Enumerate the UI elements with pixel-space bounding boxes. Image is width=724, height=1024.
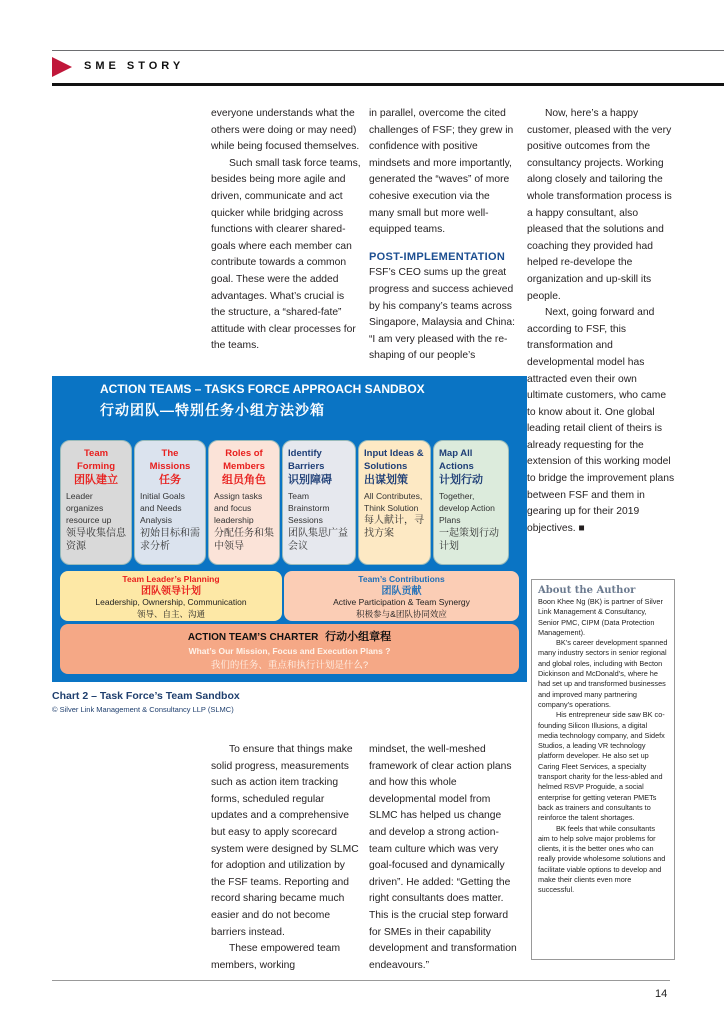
- contributions-title-cn: 团队贡献: [381, 585, 422, 597]
- card-desc-cn: 初始目标和需求分析: [140, 527, 200, 552]
- leader-planning-title-cn: 团队领导计划: [141, 585, 201, 597]
- header-rule-top: [52, 50, 724, 51]
- column-1-bottom: [211, 742, 361, 974]
- leader-planning-desc-cn: 领导、自主、沟通: [136, 608, 205, 619]
- contributions-desc-cn: 积极参与&团队协同效应: [356, 608, 447, 619]
- column-2-top: [369, 106, 517, 365]
- figure-title-cn: 行动团队—特别任务小组方法沙箱: [100, 402, 325, 418]
- footer-rule: [52, 980, 670, 981]
- card-title-cn: 组员角色: [222, 474, 266, 486]
- figure-caption: Chart 2 – Task Force’s Team Sandbox: [52, 690, 240, 702]
- charter-question-cn: 我们的任务、重点和执行计划是什么?: [210, 660, 369, 671]
- author-paragraph: Boon Khee Ng (BK) is partner of Silver Link Management & Consultancy, Senior PMC, CIPM (Data Protection Management).: [538, 597, 663, 637]
- paragraph: These empowered team members, working: [211, 943, 341, 971]
- author-paragraph: His entrepreneur side saw BK co-founding Silicon Illusions, a digital media technology company, and Sidefx Studios, a leading VR technology platform developer. He also set up Caring Fleet Services, a specialty transport charity for the less-abled and helmed RSVP Proguide, a social enterprise for getting veteran PMETs back as trainers and consultants to reinforce the talent shortages.: [538, 710, 665, 823]
- paragraph: everyone understands what the others were doing or may need) while being focused themselves.: [211, 108, 360, 153]
- header-rule-bottom: [52, 83, 724, 86]
- card-desc-cn: 领导收集信息资源: [66, 527, 126, 552]
- sandbox-card: [282, 440, 356, 565]
- card-title-cn: 任务: [159, 474, 181, 486]
- card-desc: Leader organizes resource up: [66, 491, 112, 526]
- paragraph: To ensure that things make solid progress, measurements such as action item tracking forms, scheduled regular updates and a comprehensive but easy to apply scorecard system were designed by SLMC for adoption and utilization by the FSF teams. Reporting and record sharing became much easier and do not become barriers instead.: [211, 744, 359, 938]
- card-desc: Together, develop Action Plans: [439, 491, 495, 526]
- sandbox-card: [60, 440, 132, 565]
- sandbox-card: [433, 440, 509, 565]
- column-1-top: [211, 106, 361, 355]
- card-desc: All Contributes, Think Solution: [364, 491, 423, 514]
- author-paragraph: BK’s career development spanned many industry sectors in senior regional and global roles, including with Becton Dickinson and McDonald’s, where he had set up and transformed businesses and improved many partnering company’s operations.: [538, 638, 668, 709]
- column-3: [527, 106, 675, 537]
- author-paragraph: BK feels that while consultants aim to help solve major problems for clients, it is the better ones who can really provide wholesome solutions and facilitate viable options to develop and make their clients even more successful.: [538, 823, 666, 895]
- page-number: 14: [655, 988, 668, 1000]
- leader-planning-desc: Leadership, Ownership, Communication: [95, 597, 247, 607]
- about-author-box: [531, 579, 675, 960]
- card-title-cn: 出谋划策: [364, 474, 408, 486]
- card-desc: Assign tasks and focus leadership: [214, 491, 263, 526]
- card-title: Input Ideas & Solutions: [364, 448, 424, 472]
- contributions-title: Team’s Contributions: [358, 574, 445, 584]
- card-title-cn: 识别障碍: [288, 474, 332, 486]
- sandbox-card: [208, 440, 280, 565]
- sandbox-card: [358, 440, 431, 565]
- charter-box: [60, 624, 519, 674]
- leader-planning-title: Team Leader’s Planning: [122, 574, 220, 584]
- charter-question: What’s Our Mission, Focus and Execution Plans ?: [188, 646, 391, 656]
- paragraph: Now, here’s a happy customer, pleased with the very positive outcomes from the consultancy projects. Working along closely and tailoring the whole transformation process is a happy consultant, also pleased that the solutions and coaching they provided had helped re-develope the organization and up-skill its people.: [527, 108, 672, 302]
- contributions-box: [284, 571, 519, 621]
- author-box-text: [538, 597, 668, 896]
- figure-sandbox: [52, 376, 527, 682]
- card-desc-cn: 每人献计，寻找方案: [364, 515, 424, 540]
- card-title: Roles of Members: [223, 448, 265, 472]
- card-desc-cn: 分配任务和集中领导: [214, 527, 274, 552]
- card-title-cn: 计划行动: [439, 474, 483, 486]
- card-title-cn: 团队建立: [74, 474, 118, 486]
- subheading: POST-IMPLEMENTATION: [369, 250, 506, 263]
- leader-planning-box: [60, 571, 282, 621]
- sandbox-card: [134, 440, 206, 565]
- card-title: Identify Barriers: [288, 448, 325, 472]
- card-title: Map All Actions: [439, 448, 474, 472]
- card-desc: Team Brainstorm Sessions: [288, 491, 330, 526]
- card-title: The Missions: [149, 448, 191, 472]
- section-label: SME STORY: [84, 60, 185, 72]
- figure-credit: © Silver Link Management & Consultancy LLP (SLMC): [52, 705, 234, 714]
- charter-title-cn: 行动小组章程: [325, 631, 392, 643]
- figure-title: ACTION TEAMS – TASKS FORCE APPROACH SANDBOX: [100, 382, 425, 396]
- card-desc-cn: 一起策划行动计划: [439, 527, 499, 552]
- contributions-desc: Active Participation & Team Synergy: [333, 597, 470, 607]
- card-desc: Initial Goals and Needs Analysis: [140, 491, 185, 526]
- paragraph: Such small task force teams, besides being more agile and driven, communicate and act quicker while bridging across functions with clearer shared-goals where each member can contribute towards a common goal. These were the added advantages. What’s crucial is the structure, a “shared-fate” attitude with clear processes for the teams.: [211, 157, 361, 352]
- charter-title: ACTION TEAM’S CHARTER: [187, 632, 319, 643]
- card-title: Team Forming: [77, 448, 115, 472]
- paragraph: mindset, the well-meshed framework of clear action plans and how this whole developmental model from SLMC has helped us change and develop a strong action-team culture which was very goal-focused and dynamically driven”. He added: “Getting the right consultants does matter. This is the crucial step forward for SMEs in their capability development and transformation endeavours.”: [369, 744, 517, 971]
- section-triangle-icon: [52, 57, 72, 77]
- card-desc-cn: 团队集思广益会议: [288, 527, 348, 552]
- paragraph: FSF’s CEO sums up the great progress and success achieved by his company’s teams across Singapore, Malaysia and China: “I am very pleased with the re-shaping of our people’s: [369, 267, 515, 362]
- paragraph: Next, going forward and according to FSF, this transformation and developmental model has attracted even their own ultimate customers, who came to know about it. One global leading retail client of theirs is already requesting for the extension of this working model to bridge the improvement plans between FSF and them in gearing up for their 2019 objectives. ■: [527, 307, 675, 534]
- paragraph: in parallel, overcome the cited challenges of FSF; they grew in confidence with positive mindsets and more importantly, generated the “waves” of more cohesive execution via the many small but more well-equipped teams.: [369, 108, 514, 236]
- column-2-bottom: [369, 742, 517, 974]
- author-box-title: About the Author: [538, 585, 636, 596]
